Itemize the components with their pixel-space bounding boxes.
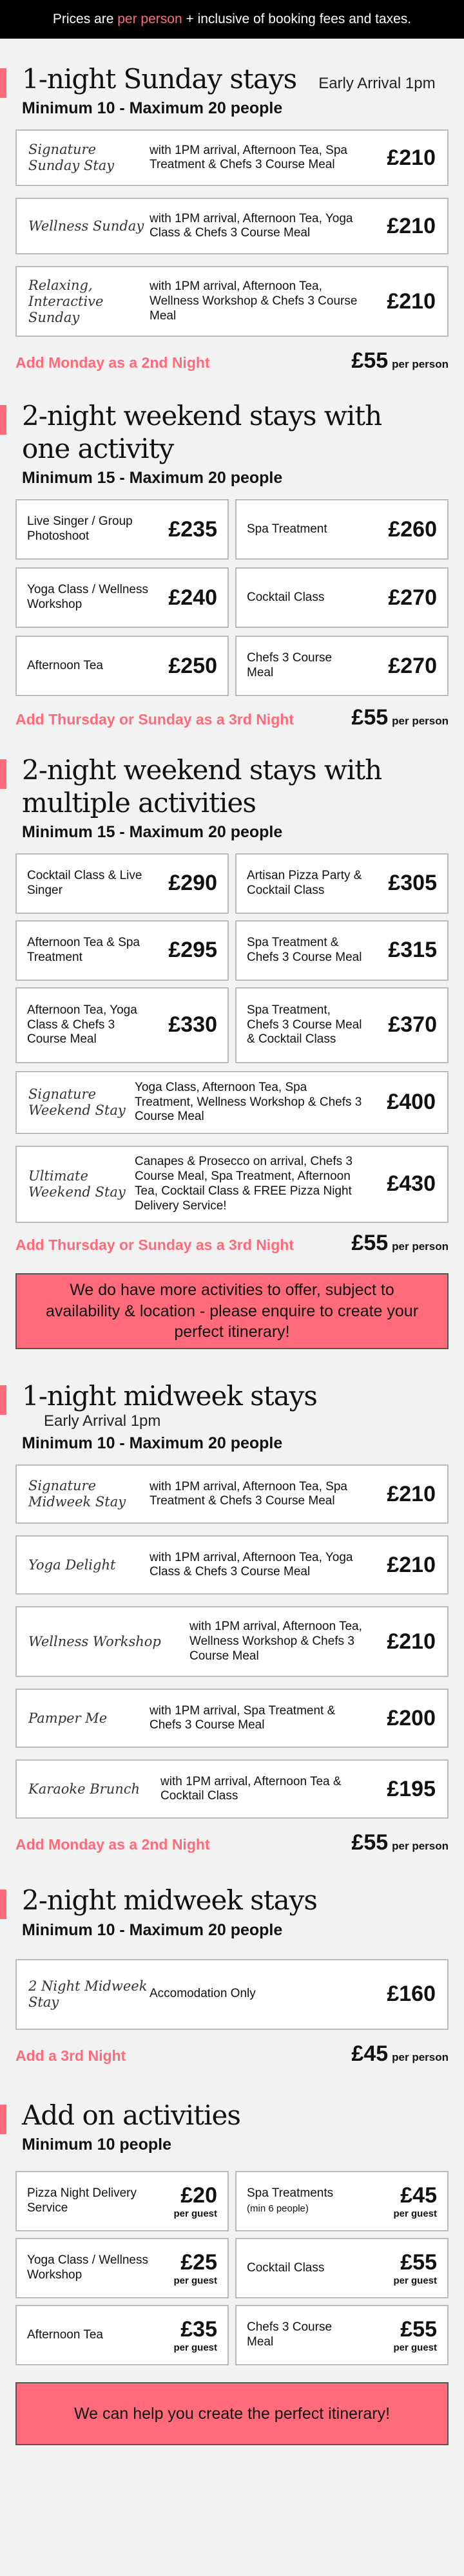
- package-price: £210: [387, 145, 436, 170]
- section-add-on-activities: [0, 2099, 464, 2445]
- activity-card[interactable]: [235, 499, 449, 560]
- extra-night-price: £55: [351, 1830, 389, 1855]
- addon-unit: per guest: [173, 2342, 217, 2353]
- section-title: Add on activities: [22, 2099, 240, 2131]
- activity-label: Cocktail Class & Live Singer: [27, 869, 142, 897]
- package-card[interactable]: [15, 266, 449, 337]
- package-name: Signature Sunday Stay: [28, 142, 115, 174]
- addon-price: £55: [400, 2316, 437, 2342]
- package-card[interactable]: [15, 1959, 449, 2030]
- addon-unit: per guest: [393, 2208, 437, 2219]
- addon-label: Yoga Class / Wellness Workshop: [27, 2253, 148, 2282]
- package-description: with 1PM arrival, Afternoon Tea, Spa Treatment & Chefs 3 Course Meal: [150, 1479, 347, 1508]
- package-name: 2 Night Midweek Stay: [28, 1978, 148, 2010]
- extra-night-link[interactable]: Add a 3rd Night: [15, 2047, 126, 2064]
- group-size: Minimum 10 - Maximum 20 people: [22, 99, 283, 118]
- extra-night-price: £55: [351, 348, 389, 374]
- extra-night-unit: per person: [392, 2050, 449, 2063]
- addon-card[interactable]: [235, 2238, 449, 2298]
- group-size: Minimum 10 people: [22, 2136, 171, 2154]
- package-card[interactable]: [15, 129, 449, 186]
- addon-card[interactable]: [15, 2305, 229, 2365]
- extra-night-price: £45: [351, 2041, 389, 2066]
- package-name: Ultimate Weekend Stay: [28, 1168, 126, 1200]
- activity-label: Spa Treatment: [247, 522, 327, 536]
- package-price: £210: [387, 1552, 436, 1577]
- addon-unit: per guest: [393, 2342, 437, 2353]
- addon-label: Afternoon Tea: [27, 2327, 103, 2342]
- section-heading: [15, 63, 449, 95]
- addon-price: £45: [400, 2183, 437, 2208]
- activity-card[interactable]: [235, 920, 449, 981]
- package-description: with 1PM arrival, Afternoon Tea, Wellness Workshop & Chefs 3 Course Meal: [189, 1620, 362, 1663]
- itinerary-banner[interactable]: We can help you create the perfect itinerary!: [15, 2382, 449, 2445]
- activity-price: £235: [168, 516, 217, 542]
- activity-label: Live Singer / Group Photoshoot: [27, 515, 133, 544]
- package-description: with 1PM arrival, Afternoon Tea & Cocktail Class: [160, 1774, 342, 1803]
- extra-night-link[interactable]: Add Thursday or Sunday as a 3rd Night: [15, 1236, 294, 1253]
- package-card[interactable]: [15, 1464, 449, 1524]
- activity-label: Afternoon Tea: [27, 658, 103, 672]
- package-price: £200: [387, 1705, 436, 1730]
- top-info-prefix: Prices are: [52, 12, 114, 26]
- package-name: Karaoke Brunch: [28, 1781, 140, 1797]
- package-card[interactable]: [15, 1759, 449, 1819]
- package-price: £160: [387, 1982, 436, 2007]
- activity-label: Chefs 3 Course Meal: [247, 651, 333, 680]
- extra-night-price: £55: [351, 1230, 389, 1255]
- activity-price: £270: [388, 585, 437, 610]
- activity-card[interactable]: [15, 567, 229, 628]
- activity-label: Afternoon Tea & Spa Treatment: [27, 936, 140, 964]
- package-card[interactable]: [15, 1606, 449, 1677]
- section-heading: [15, 754, 449, 819]
- extra-night-link[interactable]: Add Monday as a 2nd Night: [15, 1836, 210, 1853]
- addon-price: £20: [180, 2183, 217, 2208]
- section-heading: [15, 1380, 449, 1430]
- package-card[interactable]: [15, 1146, 449, 1223]
- section-title: 1-night Sunday stays: [22, 63, 297, 95]
- addon-price: £25: [180, 2249, 217, 2275]
- enquire-banner[interactable]: We do have more activities to offer, subject to availability & location - please enquire to create your perfect itinerary!: [15, 1273, 449, 1349]
- activity-price: £270: [388, 653, 437, 678]
- package-card[interactable]: [15, 198, 449, 254]
- addon-card[interactable]: [15, 2238, 229, 2298]
- package-description: with 1PM arrival, Afternoon Tea, Yoga Class & Chefs 3 Course Meal: [150, 211, 353, 240]
- section-title: 1-night midweek stays: [22, 1379, 317, 1412]
- activity-card[interactable]: [235, 567, 449, 628]
- extra-night-unit: per person: [392, 1240, 449, 1253]
- section-midweek-2-night: [0, 1884, 464, 2079]
- addon-label: Pizza Night Delivery Service: [27, 2186, 137, 2215]
- section-title: 2-night weekend stays with one activity: [22, 400, 382, 464]
- activity-card[interactable]: [15, 853, 229, 914]
- package-description: with 1PM arrival, Afternoon Tea, Wellness Workshop & Chefs 3 Course Meal: [150, 279, 358, 323]
- group-size: Minimum 15 - Maximum 20 people: [22, 469, 283, 488]
- package-card[interactable]: [15, 1071, 449, 1134]
- activity-card[interactable]: [235, 636, 449, 696]
- package-name: Wellness Workshop: [28, 1633, 161, 1649]
- activity-card[interactable]: [15, 499, 229, 560]
- package-name: Yoga Delight: [28, 1557, 116, 1573]
- extra-night-row: [15, 705, 449, 744]
- package-price: £210: [387, 213, 436, 238]
- activity-price: £260: [388, 516, 437, 542]
- activity-card[interactable]: [15, 920, 229, 981]
- activity-price: £305: [388, 871, 437, 896]
- activity-price: £295: [168, 938, 217, 963]
- top-info-highlight: per person: [117, 12, 182, 26]
- package-description: Canapes & Prosecco on arrival, Chefs 3 Course Meal, Spa Treatment, Afternoon Tea, Cocktail Class & FREE Pizza Night Delivery Service!: [135, 1155, 353, 1213]
- activity-price: £240: [168, 585, 217, 610]
- package-price: £210: [387, 1629, 436, 1654]
- addon-card[interactable]: [235, 2171, 449, 2231]
- package-price: £195: [387, 1776, 436, 1801]
- addon-price: £55: [400, 2249, 437, 2275]
- package-description: Accomodation Only: [150, 1987, 256, 2001]
- activity-label: Cocktail Class: [247, 590, 325, 604]
- section-weekend-multiple-activities: [0, 754, 464, 1349]
- package-description: Yoga Class, Afternoon Tea, Spa Treatment, Wellness Workshop & Chefs 3 Course Meal: [135, 1080, 362, 1124]
- activity-label: Spa Treatment & Chefs 3 Course Meal: [247, 936, 362, 964]
- package-price: £400: [387, 1090, 436, 1115]
- group-size: Minimum 15 - Maximum 20 people: [22, 822, 283, 841]
- extra-night-row: [15, 2041, 449, 2080]
- activity-card[interactable]: [235, 853, 449, 914]
- extra-night-price: £55: [351, 705, 389, 730]
- group-size: Minimum 10 - Maximum 20 people: [22, 1920, 283, 1939]
- addon-label: Spa Treatments: [247, 2186, 334, 2201]
- addon-note: (min 6 people): [247, 2203, 309, 2215]
- extra-night-unit: per person: [392, 715, 449, 728]
- section-subtitle: Early Arrival 1pm: [318, 75, 436, 92]
- extra-night-link[interactable]: Add Monday as a 2nd Night: [15, 354, 210, 372]
- addon-unit: per guest: [393, 2275, 437, 2286]
- activity-label: Spa Treatment, Chefs 3 Course Meal & Cocktail Class: [247, 1003, 362, 1046]
- activity-card[interactable]: [15, 636, 229, 696]
- package-description: with 1PM arrival, Afternoon Tea, Yoga Class & Chefs 3 Course Meal: [150, 1550, 353, 1579]
- package-description: with 1PM arrival, Afternoon Tea, Spa Treatment & Chefs 3 Course Meal: [150, 143, 347, 172]
- addon-price: £35: [180, 2316, 217, 2342]
- addon-card[interactable]: [15, 2171, 229, 2231]
- addon-card[interactable]: [235, 2305, 449, 2365]
- package-price: £210: [387, 1481, 436, 1506]
- section-title: 2-night weekend stays with multiple activities: [22, 754, 382, 819]
- top-info-suffix: + inclusive of booking fees and taxes.: [186, 12, 412, 26]
- section-title: 2-night midweek stays: [22, 1884, 317, 1917]
- top-info-bar: [0, 0, 464, 39]
- activity-label: Yoga Class / Wellness Workshop: [27, 583, 148, 612]
- package-description: with 1PM arrival, Spa Treatment & Chefs 3 Course Meal: [150, 1703, 336, 1732]
- section-weekend-one-activity: [0, 400, 464, 744]
- activity-card[interactable]: [15, 987, 229, 1063]
- addon-grid: [15, 2171, 449, 2365]
- addon-unit: per guest: [173, 2275, 217, 2286]
- activity-label: Artisan Pizza Party & Cocktail Class: [247, 869, 362, 897]
- activity-price: £330: [168, 1012, 217, 1037]
- addon-unit: per guest: [173, 2208, 217, 2219]
- package-name: Relaxing, Interactive Sunday: [28, 277, 104, 325]
- activity-grid: [15, 853, 449, 1063]
- section-midweek-stays: [0, 1380, 464, 1869]
- extra-night-unit: per person: [392, 358, 449, 371]
- activity-label: Afternoon Tea, Yoga Class & Chefs 3 Course Meal: [27, 1003, 137, 1046]
- package-price: £210: [387, 289, 436, 314]
- extra-night-row: [15, 348, 449, 387]
- extra-night-row: [15, 1830, 449, 1869]
- extra-night-unit: per person: [392, 1840, 449, 1853]
- section-heading: [15, 1884, 449, 1917]
- section-heading: [15, 2099, 449, 2132]
- activity-price: £250: [168, 653, 217, 678]
- activity-price: £370: [388, 1012, 437, 1037]
- activity-grid: [15, 499, 449, 696]
- extra-night-link[interactable]: Add Thursday or Sunday as a 3rd Night: [15, 711, 294, 728]
- activity-card[interactable]: [235, 987, 449, 1063]
- activity-price: £290: [168, 871, 217, 896]
- section-subtitle: Early Arrival 1pm: [44, 1412, 161, 1430]
- package-card[interactable]: [15, 1535, 449, 1595]
- package-card[interactable]: [15, 1689, 449, 1748]
- extra-night-row: [15, 1231, 449, 1269]
- section-heading: [15, 400, 449, 465]
- package-name: Pamper Me: [28, 1710, 108, 1726]
- package-name: Signature Midweek Stay: [28, 1478, 126, 1510]
- addon-label: Cocktail Class: [247, 2260, 325, 2275]
- package-price: £430: [387, 1171, 436, 1197]
- section-sunday-stays: [0, 63, 464, 387]
- addon-label: Chefs 3 Course Meal: [247, 2320, 333, 2349]
- package-name: Signature Weekend Stay: [28, 1086, 126, 1118]
- package-name: Wellness Sunday: [28, 218, 144, 234]
- group-size: Minimum 10 - Maximum 20 people: [22, 1434, 283, 1453]
- activity-price: £315: [388, 938, 437, 963]
